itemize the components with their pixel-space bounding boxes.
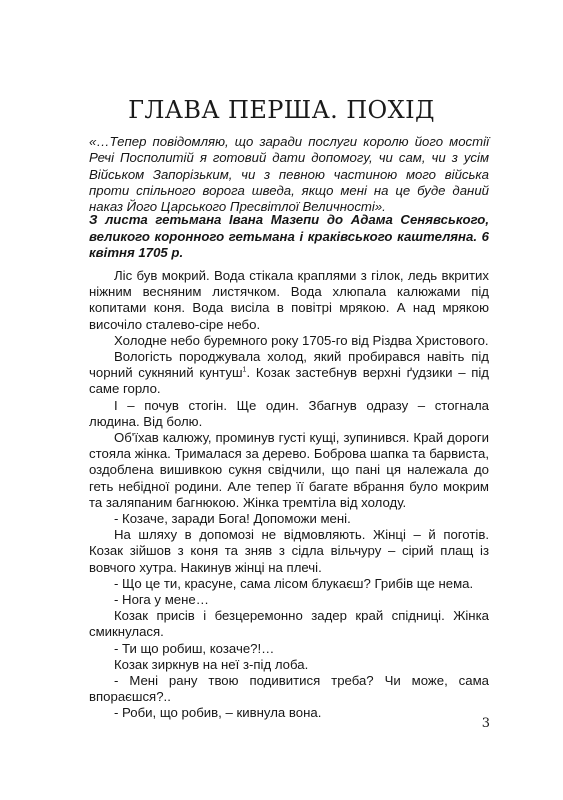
dialogue-line: - Мені рану твою подивитися треба? Чи може, сама впораєшся?..	[89, 673, 489, 705]
epigraph-source: З листа гетьмана Івана Мазепи до Адама Сенявського, великого коронного гетьмана і краківського каштеляна. 6 квітня 1705 р.	[89, 212, 489, 260]
paragraph: Об'їхав калюжу, проминув густі кущі, зупинився. Край дороги стояла жінка. Трималася за дерево. Боброва шапка та барвиста, оздоблена вишивкою сукня свідчили, що пані ця належала до геть небідної родини. Але тепер її багате вбрання було мокрим та заляпаним багнюкою. Жінка тремтіла від холоду.	[89, 430, 489, 510]
paragraph: На шляху в допомозі не відмовляють. Жінці – й поготів. Козак зійшов з коня та зняв з сідла вільчуру – сірий плащ із вовчого хутра. Накинув жінці на плечі.	[89, 527, 489, 575]
epigraph-quote: «…Тепер повідомляю, що заради послуги королю його мостії Речі Посполитій я готовий дати допомогу, чи сам, чи з усім Військом Запорізьким, чи з певною частиною мого війська проти спільного ворога шведа, якщо мені на це буде даний наказ Його Царського Пресвітлої Величності».	[89, 134, 489, 215]
paragraph-text-continued: . Козак застебнув верхні ґудзики – під саме горло.	[89, 365, 490, 397]
chapter-body	[89, 268, 489, 722]
dialogue-line: - Що це ти, красуне, сама лісом блукаєш? Грибів ще нема.	[114, 575, 474, 591]
paragraph: Козак зиркнув на неї з-під лоба.	[114, 656, 309, 672]
paragraph-with-footnote	[89, 349, 489, 398]
paragraph: Холодне небо буремного року 1705-го від Різдва Христового.	[114, 332, 489, 348]
dialogue-line: - Роби, що робив, – кивнула вона.	[114, 705, 322, 721]
paragraph: І – почув стогін. Ще один. Збагнув одразу – стогнала людина. Від болю.	[89, 397, 489, 429]
paragraph: Ліс був мокрий. Вода стікала краплями з гілок, ледь вкритих ніжним весняним листячком. Вода хлюпала калюжами під копитами коня. Вода висіла в повітрі мрякою. А над мрякою височіло сталево-сіре небо.	[89, 268, 489, 332]
dialogue-line: - Нога у мене…	[114, 592, 209, 608]
dialogue-line: - Козаче, заради Бога! Допоможи мені.	[114, 511, 351, 527]
chapter-title: ГЛАВА ПЕРША. ПОХІД	[128, 96, 435, 124]
paragraph: Козак присів і безцеремонно задер край спідниці. Жінка смикнулася.	[89, 608, 489, 640]
page-number: 3	[481, 716, 490, 731]
footnote-marker[interactable]: 1	[242, 366, 247, 374]
paragraph-text: Вологість породжувала холод, який пробирався навіть під чорний сукняний кунтуш	[89, 349, 489, 381]
dialogue-line: - Ти що робиш, козаче?!…	[114, 640, 275, 656]
